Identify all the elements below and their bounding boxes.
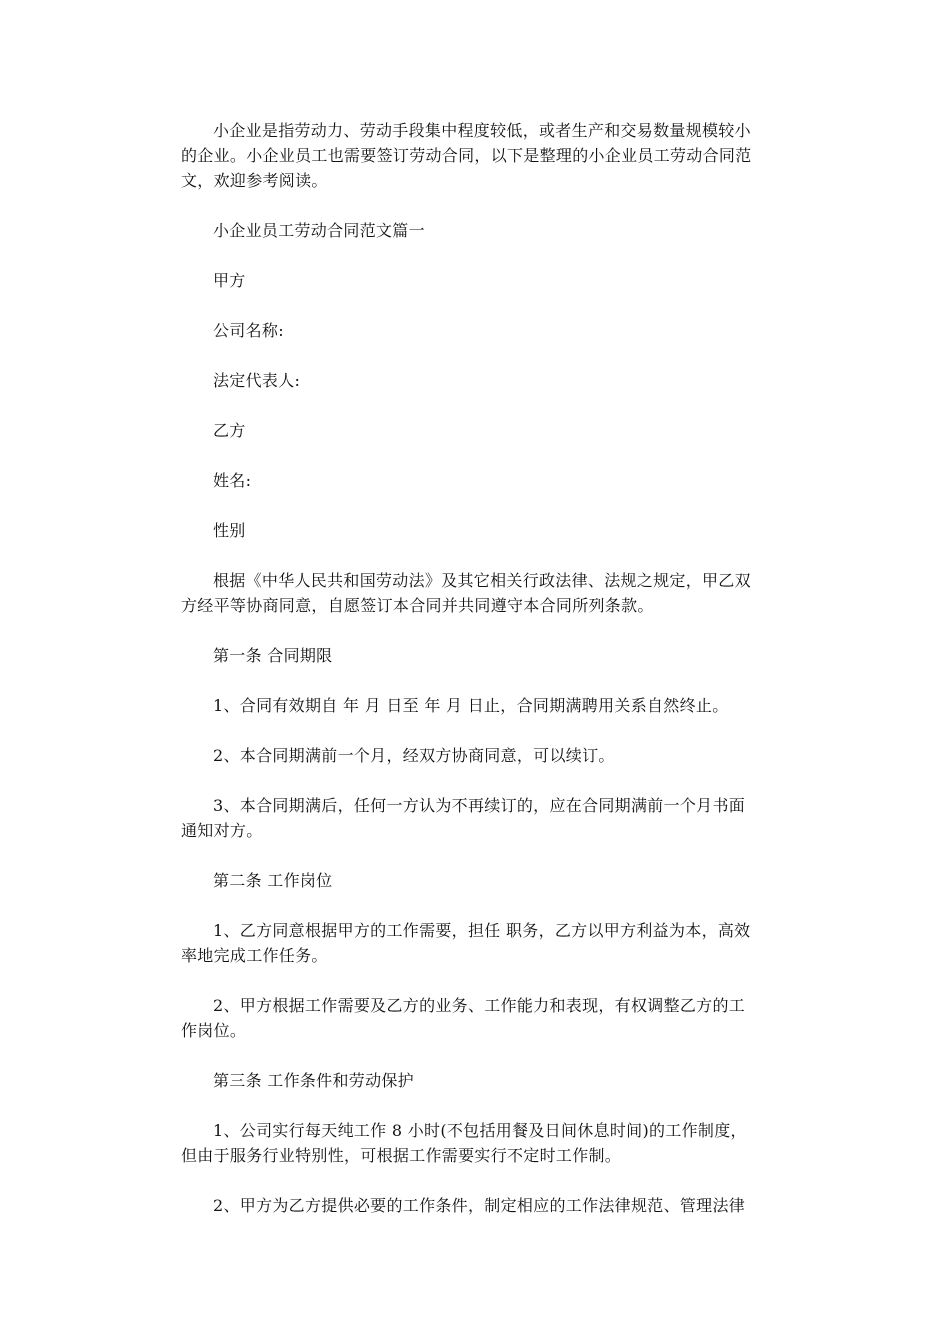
text-line: 根据《中华人民共和国劳动法》及其它相关行政法律、法规之规定，甲乙双 [213,571,751,590]
text-line: 2、本合同期满前一个月，经双方协商同意，可以续订。 [213,746,615,765]
text-line: 乙方 [213,421,246,440]
document-body [181,118,771,1243]
text-line: 1、公司实行每天纯工作 8 小时(不包括用餐及日间休息时间)的工作制度， [213,1121,747,1140]
text-line: 小企业员工劳动合同范文篇一 [213,221,425,240]
text-line: 第二条 工作岗位 [213,871,333,890]
paragraph [181,1118,771,1168]
text-line: 甲方 [213,271,246,290]
paragraph [181,1193,771,1218]
text-line: 第一条 合同期限 [213,646,333,665]
paragraph [181,318,771,343]
text-line: 公司名称: [213,321,284,340]
text-line: 姓名: [213,471,252,490]
paragraph [181,693,771,718]
text-line: 性别 [213,521,246,540]
text-line: 方经平等协商同意，自愿签订本合同并共同遵守本合同所列条款。 [181,596,654,615]
text-line: 1、合同有效期自 年 月 日至 年 月 日止，合同期满聘用关系自然终止。 [213,696,729,715]
text-line: 率地完成工作任务。 [181,946,328,965]
paragraph [181,118,771,193]
paragraph [181,1068,771,1093]
paragraph [181,418,771,443]
text-line: 2、甲方根据工作需要及乙方的业务、工作能力和表现，有权调整乙方的工 [213,996,746,1015]
paragraph [181,743,771,768]
text-line: 法定代表人: [213,371,301,390]
text-line: 作岗位。 [181,1021,247,1040]
text-line: 通知对方。 [181,821,263,840]
text-line: 3、本合同期满后，任何一方认为不再续订的，应在合同期满前一个月书面 [213,796,746,815]
paragraph [181,868,771,893]
text-line: 1、乙方同意根据甲方的工作需要，担任 职务，乙方以甲方利益为本，高效 [213,921,751,940]
paragraph [181,268,771,293]
paragraph [181,793,771,843]
text-line: 文，欢迎参考阅读。 [181,171,328,190]
text-line: 的企业。小企业员工也需要签订劳动合同，以下是整理的小企业员工劳动合同范 [181,146,752,165]
text-line: 2、甲方为乙方提供必要的工作条件，制定相应的工作法律规范、管理法律 [213,1196,746,1215]
paragraph [181,918,771,968]
paragraph [181,568,771,618]
paragraph [181,518,771,543]
paragraph [181,218,771,243]
paragraph [181,468,771,493]
text-line: 小企业是指劳动力、劳动手段集中程度较低，或者生产和交易数量规模较小 [213,121,751,140]
paragraph [181,993,771,1043]
text-line: 但由于服务行业特别性，可根据工作需要实行不定时工作制。 [181,1146,622,1165]
paragraph [181,368,771,393]
text-line: 第三条 工作条件和劳动保护 [213,1071,414,1090]
paragraph [181,643,771,668]
